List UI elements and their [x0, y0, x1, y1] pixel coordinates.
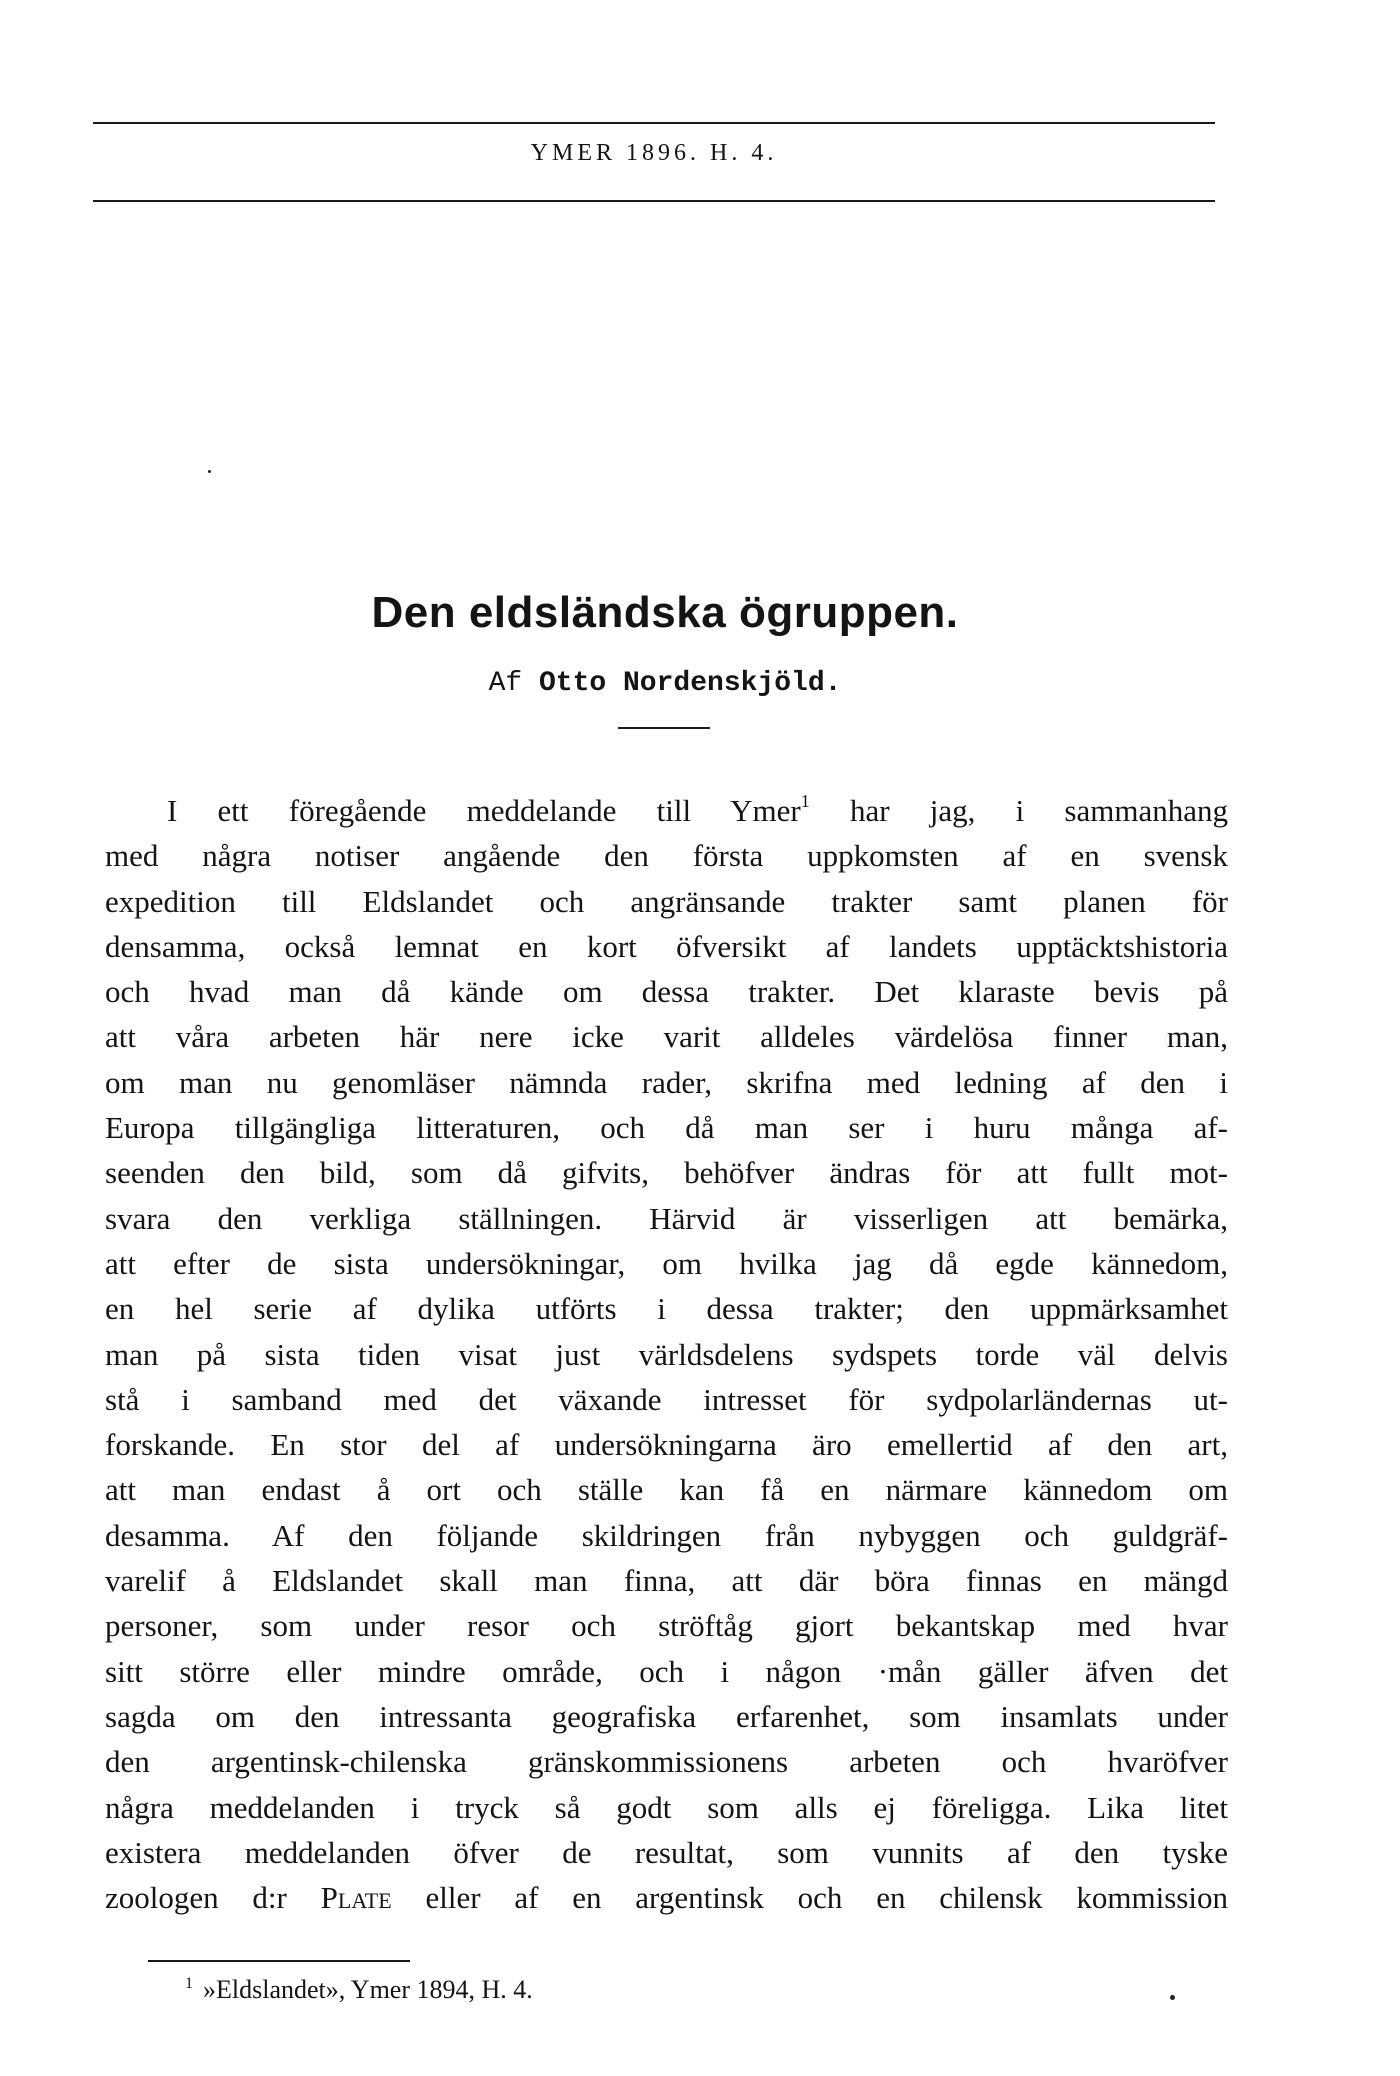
- text-line: den argentinsk-chilenska gränskommissionens arbeten och hvaröfver: [105, 1744, 1228, 1780]
- print-speck: [208, 470, 211, 473]
- text-line: och hvad man då kände om dessa trakter. Det klaraste bevis på: [105, 974, 1228, 1010]
- footnote: [185, 1975, 533, 2005]
- author-name: Otto Nordenskjöld.: [538, 668, 842, 699]
- footnote-mark: 1: [185, 1975, 193, 1992]
- footnote-text: »Eldslandet», Ymer 1894, H. 4.: [203, 1975, 533, 2004]
- text-line: om man nu genomläser nämnda rader, skrifna med ledning af den i: [105, 1064, 1228, 1100]
- body-text: [105, 788, 1228, 1920]
- running-head: YMER 1896. H. 4.: [530, 140, 778, 166]
- text-line: svara den verkliga ställningen. Härvid är visserligen att bemärka,: [105, 1200, 1228, 1236]
- text-line: existera meddelanden öfver de resultat, som vunnits af den tyske: [105, 1834, 1228, 1870]
- text-line: personer, som under resor och ströftåg gjort bekantskap med hvar: [105, 1608, 1228, 1644]
- byline: [0, 668, 1330, 699]
- text-line: att våra arbeten här nere icke varit alldeles värdelösa finner man,: [105, 1019, 1228, 1055]
- text-line: några meddelanden i tryck så godt som alls ej föreligga. Lika litet: [105, 1789, 1228, 1825]
- text-line: densamma, också lemnat en kort öfversikt af landets upptäcktshistoria: [105, 928, 1228, 964]
- header-rule-bottom: [93, 200, 1215, 202]
- text-line: man på sista tiden visat just världsdelens sydspets torde väl delvis: [105, 1336, 1228, 1372]
- article-title: Den eldsländska ögruppen.: [371, 588, 959, 637]
- text-line: sagda om den intressanta geografiska erfarenhet, som insamlats under: [105, 1698, 1228, 1734]
- text-line: sitt större eller mindre område, och i någon ·mån gäller äfven det: [105, 1653, 1228, 1689]
- byline-prefix: Af: [488, 668, 523, 699]
- header-rule-top: [93, 122, 1215, 124]
- text-line: att man endast å ort och ställe kan få en närmare kännedom om: [105, 1472, 1228, 1508]
- text-line: zoologen d:r Plate eller af en argentinsk och en chilensk kommission: [105, 1880, 1228, 1916]
- text-line: med några notiser angående den första uppkomsten af en svensk: [105, 838, 1228, 874]
- print-speck: [1170, 1995, 1175, 2000]
- text-line: att efter de sista undersökningar, om hvilka jag då egde kännedom,: [105, 1245, 1228, 1281]
- title-divider: [618, 727, 710, 729]
- person-name: Plate: [320, 1880, 392, 1916]
- footnote-reference: 1: [800, 791, 810, 811]
- text-line: Europa tillgängliga litteraturen, och då man ser i huru många af-: [105, 1110, 1228, 1146]
- text-line: I ett föregående meddelande till Ymer$^1$ har jag, i sammanhang: [167, 791, 1228, 828]
- text-line: forskande. En stor del af undersökningarna äro emellertid af den art,: [105, 1427, 1228, 1463]
- footnote-rule: [148, 1960, 410, 1962]
- text-line: stå i samband med det växande intresset för sydpolarländernas ut-: [105, 1381, 1228, 1417]
- text-line: en hel serie af dylika utförts i dessa trakter; den uppmärksamhet: [105, 1291, 1228, 1327]
- text-line: expedition till Eldslandet och angränsande trakter samt planen för: [105, 883, 1228, 919]
- text-line: desamma. Af den följande skildringen från nybyggen och guldgräf-: [105, 1517, 1228, 1553]
- text-line: seenden den bild, som då gifvits, behöfver ändras för att fullt mot-: [105, 1155, 1228, 1191]
- text-line: varelif å Eldslandet skall man finna, att där böra finnas en mängd: [105, 1563, 1228, 1599]
